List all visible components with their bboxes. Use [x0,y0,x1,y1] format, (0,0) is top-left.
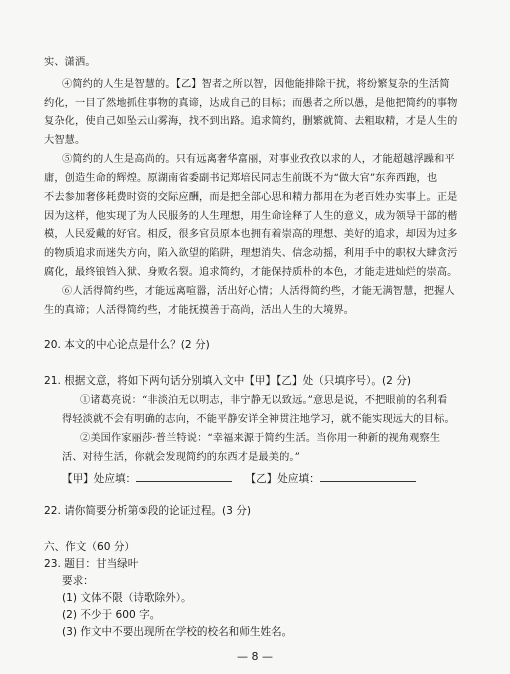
question-20: 20. 本文的中心论点是什么？(2 分) [44,339,210,351]
passage-line: 复杂化，使自己如坠云山雾海，找不到出路。追求简约，删繁就简、去粗取精，才是人生的 [44,116,458,127]
requirement-3: (3) 作文中不要出现所在学校的校名和师生姓名。 [62,626,293,638]
blank-yi-label: 【乙】处应填： [245,473,320,485]
passage-line: ④简约的人生是智慧的。【乙】智者之所以智，因他能排除干扰，将纷繁复杂的生活简 [62,79,450,90]
question-21-item-1-cont: 得轻淡就不会有明确的志向，不能平静安详全神贯注地学习，就不能实现远大的目标。 [62,414,455,425]
requirements-label: 要求： [62,575,94,587]
passage-line: 腐化，最终锒铛入狱、身败名裂。追求简约，才能保持质朴的本色，才能走进灿烂的崇高。 [44,267,458,278]
page-number: — 8 — [237,650,273,663]
composition-section-title: 六、作文（60 分） [44,541,136,553]
question-21-item-1: ①诸葛亮说：“非淡泊无以明志，非宁静无以致远。”意思是说，不把眼前的名利看 [80,395,448,406]
question-21-item-2-cont: 活、对待生活，你就会发现简约的东西才是最美的。” [62,452,301,463]
passage-line: 约化，一目了然地抓住事物的真谛，达成自己的目标；而愚者之所以愚，是他把简约的事物 [44,98,458,109]
passage-line: 模，人民爱戴的好官。相反，很多官员原本也拥有着崇高的理想、美好的追求，却因为过多 [44,229,458,240]
answer-blank-row [62,470,416,487]
blank-jia-label: 【甲】处应填： [62,473,137,485]
passage-line: ⑥人活得简约些，才能远离喧嚣，活出好心情；人活得简约些，才能无满智慧，把握人 [62,286,455,297]
blank-jia-input[interactable] [136,470,232,482]
passage-line: 大智慧。 [44,135,86,146]
passage-line: 的物质追求而迷失方向，陷入欲望的陷阱，理想消失、信念动摇，利用手中的职权大肆贪污 [44,248,458,259]
question-22: 22. 请你简要分析第⑤段的论证过程。(3 分) [44,505,251,517]
passage-line: 不去参加奢侈耗费时资的交际应酬，而是把全部心思和精力都用在为老百姓办实事上。正是 [44,192,458,203]
question-23-title: 23. 题目：甘当绿叶 [44,558,139,570]
passage-line: 生的真谛；人活得简约些，才能抚摸善于高尚，活出人生的大境界。 [44,305,355,316]
question-21-item-2: ②美国作家丽莎·普兰特说：“幸福来源于简约生活。当你用一种新的视角观察生 [80,433,441,444]
requirement-2: (2) 不少于 600 字。 [62,609,161,621]
requirement-1: (1) 文体不限（诗歌除外）。 [62,592,192,604]
passage-line: 实、潇洒。 [44,57,96,68]
passage-line: 庸，创造生命的辉煌。原湖南省委副书记郑培民同志生前既不为“做大官”东奔西跑，也 [44,173,438,184]
passage-line: 因为这样，他实现了为人民服务的人生理想，用生命诠释了人生的意义，成为领导干部的楷 [44,211,458,222]
blank-yi-input[interactable] [320,470,416,482]
question-21-title: 21. 根据文意，将如下两句话分别填入文中【甲】【乙】处（只填序号）。(2 分) [44,375,411,387]
passage-line: ⑤简约的人生是高尚的。只有远离奢华富丽，对事业孜孜以求的人，才能超越浮躁和平 [62,154,455,165]
